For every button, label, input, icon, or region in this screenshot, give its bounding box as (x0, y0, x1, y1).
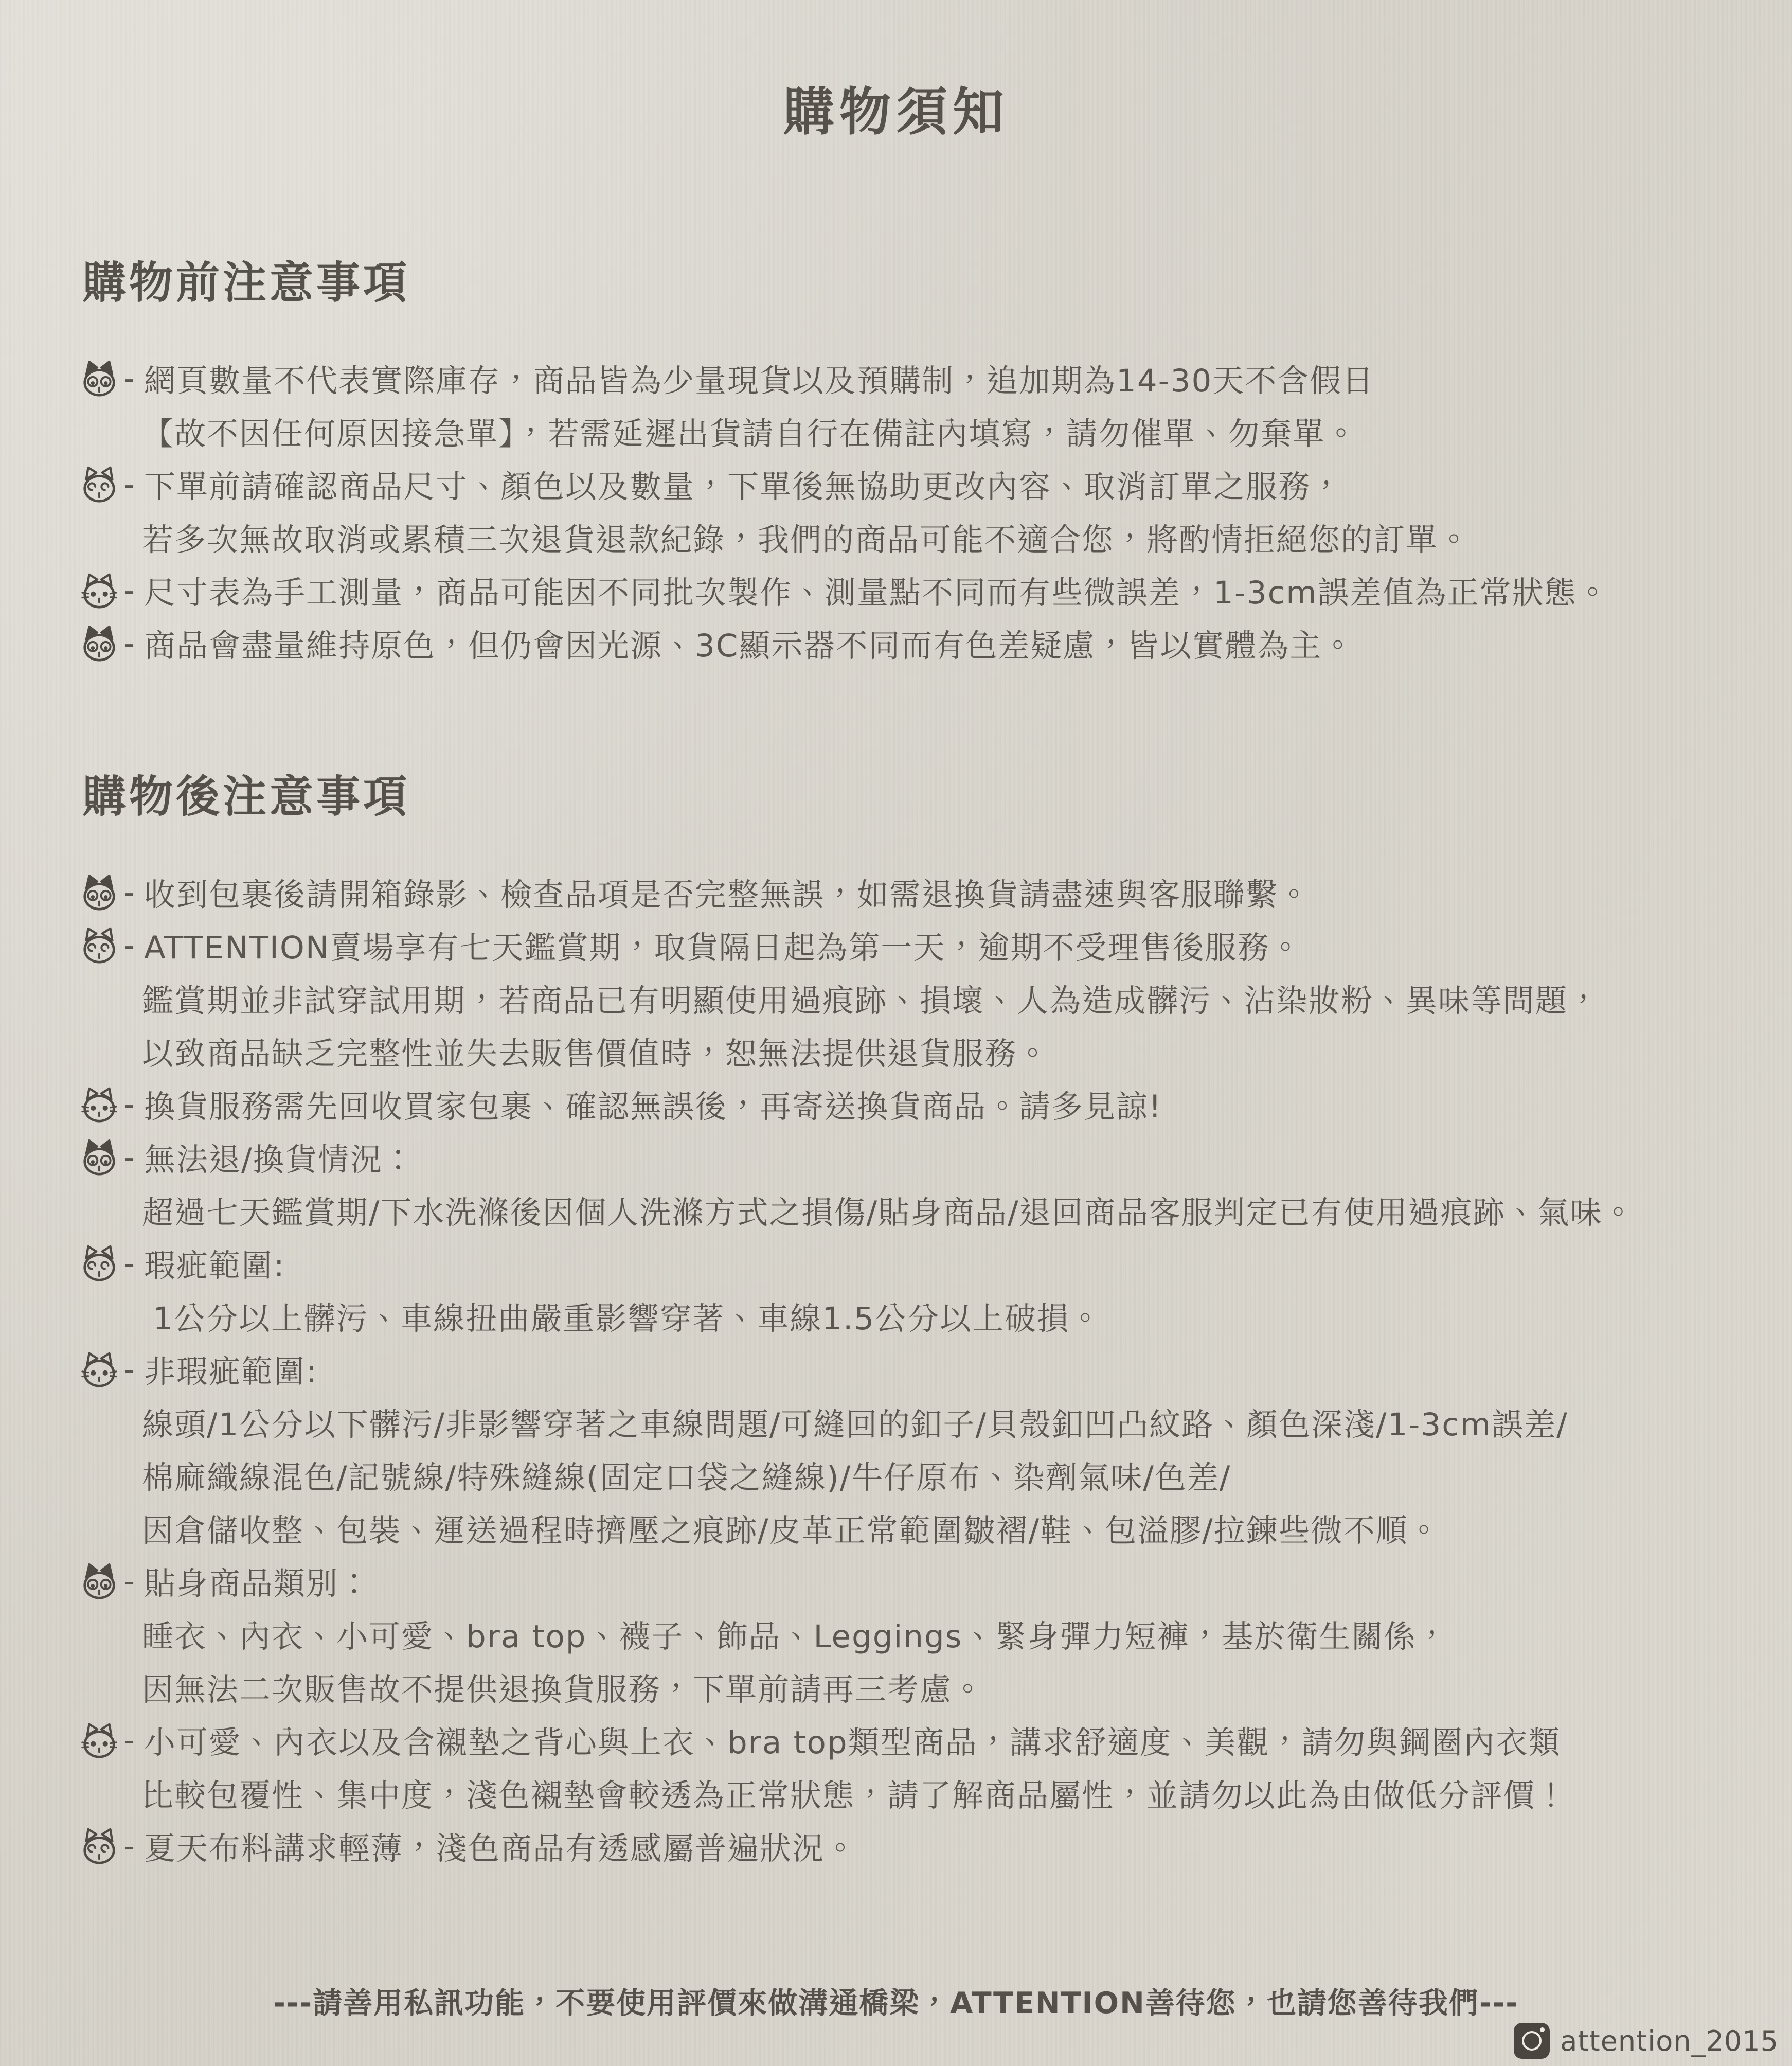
notice-text: 無法退/換貨情況： (144, 1142, 415, 1178)
notice-text: 鑑賞期並非試穿試用期，若商品已有明顯使用過痕跡、損壞、人為造成髒污、沾染妝粉、異味等問題， (142, 983, 1601, 1019)
cat-b-icon (77, 1243, 121, 1284)
cat-b-icon (77, 925, 121, 966)
instagram-badge (1514, 2023, 1779, 2059)
notice-text: 棉麻織線混色/記號線/特殊縫線(固定口袋之縫線)/牛仔原布、染劑氣味/色差/ (142, 1459, 1231, 1496)
notice-line (0, 1502, 1792, 1555)
notice-text: 非瑕疵範圍: (144, 1353, 318, 1390)
notice-line (0, 564, 1792, 617)
bullet-dash: - (123, 1351, 136, 1387)
bullet-dash: - (123, 874, 136, 911)
notice-text: 換貨服務需先回收買家包裹、確認無誤後，再寄送換貨商品。請多見諒! (144, 1089, 1162, 1125)
cat-a-icon (77, 359, 121, 399)
notice-text: 網頁數量不代表實際庫存，商品皆為少量現貨以及預購制，追加期為14-30天不含假日 (144, 363, 1375, 399)
notice-text: 線頭/1公分以下髒污/非影響穿著之車線問題/可縫回的釦子/貝殼釦凹凸紋路、顏色深淺/1-3cm誤差/ (142, 1406, 1568, 1443)
notice-text: 瑕疵範圍: (144, 1248, 285, 1284)
notice-text: 因倉儲收整、包裝、運送過程時擠壓之痕跡/皮革正常範圍皺褶/鞋、包溢膠/拉鍊些微不順。 (142, 1512, 1441, 1549)
notice-list-after (0, 866, 1792, 1873)
notice-text: 小可愛、內衣以及含襯墊之背心與上衣、bra top類型商品，講求舒適度、美觀，請勿與鋼圈內衣類 (144, 1724, 1561, 1761)
notice-line (0, 866, 1792, 919)
cat-a-icon (77, 624, 121, 664)
section-after-purchase (0, 773, 1792, 1873)
bullet-dash: - (123, 466, 136, 503)
notice-line (0, 972, 1792, 1025)
bullet-dash: - (123, 360, 136, 397)
cat-a-icon (77, 1137, 121, 1178)
notice-text: 商品會盡量維持原色，但仍會因光源、3C顯示器不同而有色差疑慮，皆以實體為主。 (144, 628, 1355, 664)
footer-note: ---請善用私訊功能，不要使用評價來做溝通橋梁，ATTENTION善待您，也請您善待我們--- (273, 1986, 1519, 2020)
notice-text: 【故不因任何原因接急單】，若需延遲出貨請自行在備註內填寫，請勿催單、勿棄單。 (142, 416, 1358, 452)
notice-list-before (0, 352, 1792, 670)
cat-a-icon (77, 872, 121, 913)
notice-text: 若多次無故取消或累積三次退貨退款紀錄，我們的商品可能不適合您，將酌情拒絕您的訂單。 (142, 522, 1471, 558)
bullet-dash: - (123, 1245, 136, 1281)
cat-c-icon (77, 1720, 121, 1760)
instagram-handle: attention_2015 (1560, 2024, 1779, 2057)
page-title: 購物須知 (783, 82, 1009, 142)
notice-line (0, 1661, 1792, 1714)
instagram-icon (1514, 2023, 1550, 2059)
section-before-purchase (0, 259, 1792, 670)
section-heading-after: 購物後注意事項 (82, 772, 410, 823)
cat-c-icon (77, 1084, 121, 1125)
notice-line (0, 1449, 1792, 1502)
section-heading-before: 購物前注意事項 (82, 258, 410, 309)
notice-text: 睡衣、內衣、小可愛、bra top、襪子、飾品、Leggings、緊身彈力短褲，基於衛生關係， (142, 1618, 1449, 1655)
notice-text: ATTENTION賣場享有七天鑑賞期，取貨隔日起為第一天，逾期不受理售後服務。 (144, 930, 1302, 966)
notice-text: 下單前請確認商品尺寸、顏色以及數量，下單後無協助更改內容、取消訂單之服務， (144, 469, 1343, 505)
notice-line (0, 1237, 1792, 1290)
notice-line (0, 1608, 1792, 1661)
cat-b-icon (77, 465, 121, 505)
bullet-dash: - (123, 1563, 136, 1599)
notice-line (0, 1131, 1792, 1184)
notice-line (0, 1025, 1792, 1078)
notice-line (0, 511, 1792, 564)
notice-text: 比較包覆性、集中度，淺色襯墊會較透為正常狀態，請了解商品屬性，並請勿以此為由做低分評價！ (142, 1777, 1568, 1814)
notice-line (0, 1290, 1792, 1343)
notice-text: 貼身商品類別： (144, 1565, 371, 1602)
bullet-dash: - (123, 1722, 136, 1758)
notice-line (0, 1714, 1792, 1767)
bullet-dash: - (123, 1139, 136, 1176)
bullet-dash: - (123, 1828, 136, 1864)
notice-text: 尺寸表為手工測量，商品可能因不同批次製作、測量點不同而有些微誤差，1-3cm誤差值為正常狀態。 (144, 575, 1609, 611)
notice-line (0, 1820, 1792, 1873)
notice-line (0, 458, 1792, 511)
cat-a-icon (77, 1561, 121, 1601)
notice-text: 夏天布料講求輕薄，淺色商品有透感屬普遍狀況。 (144, 1830, 857, 1867)
notice-line (0, 1396, 1792, 1449)
notice-line (0, 352, 1792, 405)
notice-line (0, 1555, 1792, 1608)
bullet-dash: - (123, 927, 136, 964)
cat-c-icon (77, 571, 121, 611)
notice-text: 超過七天鑑賞期/下水洗滌後因個人洗滌方式之損傷/貼身商品/退回商品客服判定已有使用過痕跡、氣味。 (142, 1195, 1635, 1231)
notice-line (0, 1767, 1792, 1820)
cat-c-icon (77, 1349, 121, 1390)
notice-text: 收到包裹後請開箱錄影、檢查品項是否完整無誤，如需退換貨請盡速與客服聯繫。 (144, 877, 1311, 913)
bullet-dash: - (123, 572, 136, 609)
notice-line (0, 1343, 1792, 1396)
bullet-dash: - (123, 1086, 136, 1123)
cat-b-icon (77, 1826, 121, 1866)
notice-text: 因無法二次販售故不提供退換貨服務，下單前請再三考慮。 (142, 1671, 985, 1708)
bullet-dash: - (123, 625, 136, 662)
notice-text: 1公分以上髒污、車線扭曲嚴重影響穿著、車線1.5公分以上破損。 (142, 1301, 1102, 1337)
notice-line (0, 405, 1792, 458)
notice-text: 以致商品缺乏完整性並失去販售價值時，恕無法提供退貨服務。 (142, 1036, 1050, 1072)
notice-line (0, 1078, 1792, 1131)
notice-line (0, 919, 1792, 972)
notice-line (0, 617, 1792, 670)
notice-line (0, 1184, 1792, 1237)
